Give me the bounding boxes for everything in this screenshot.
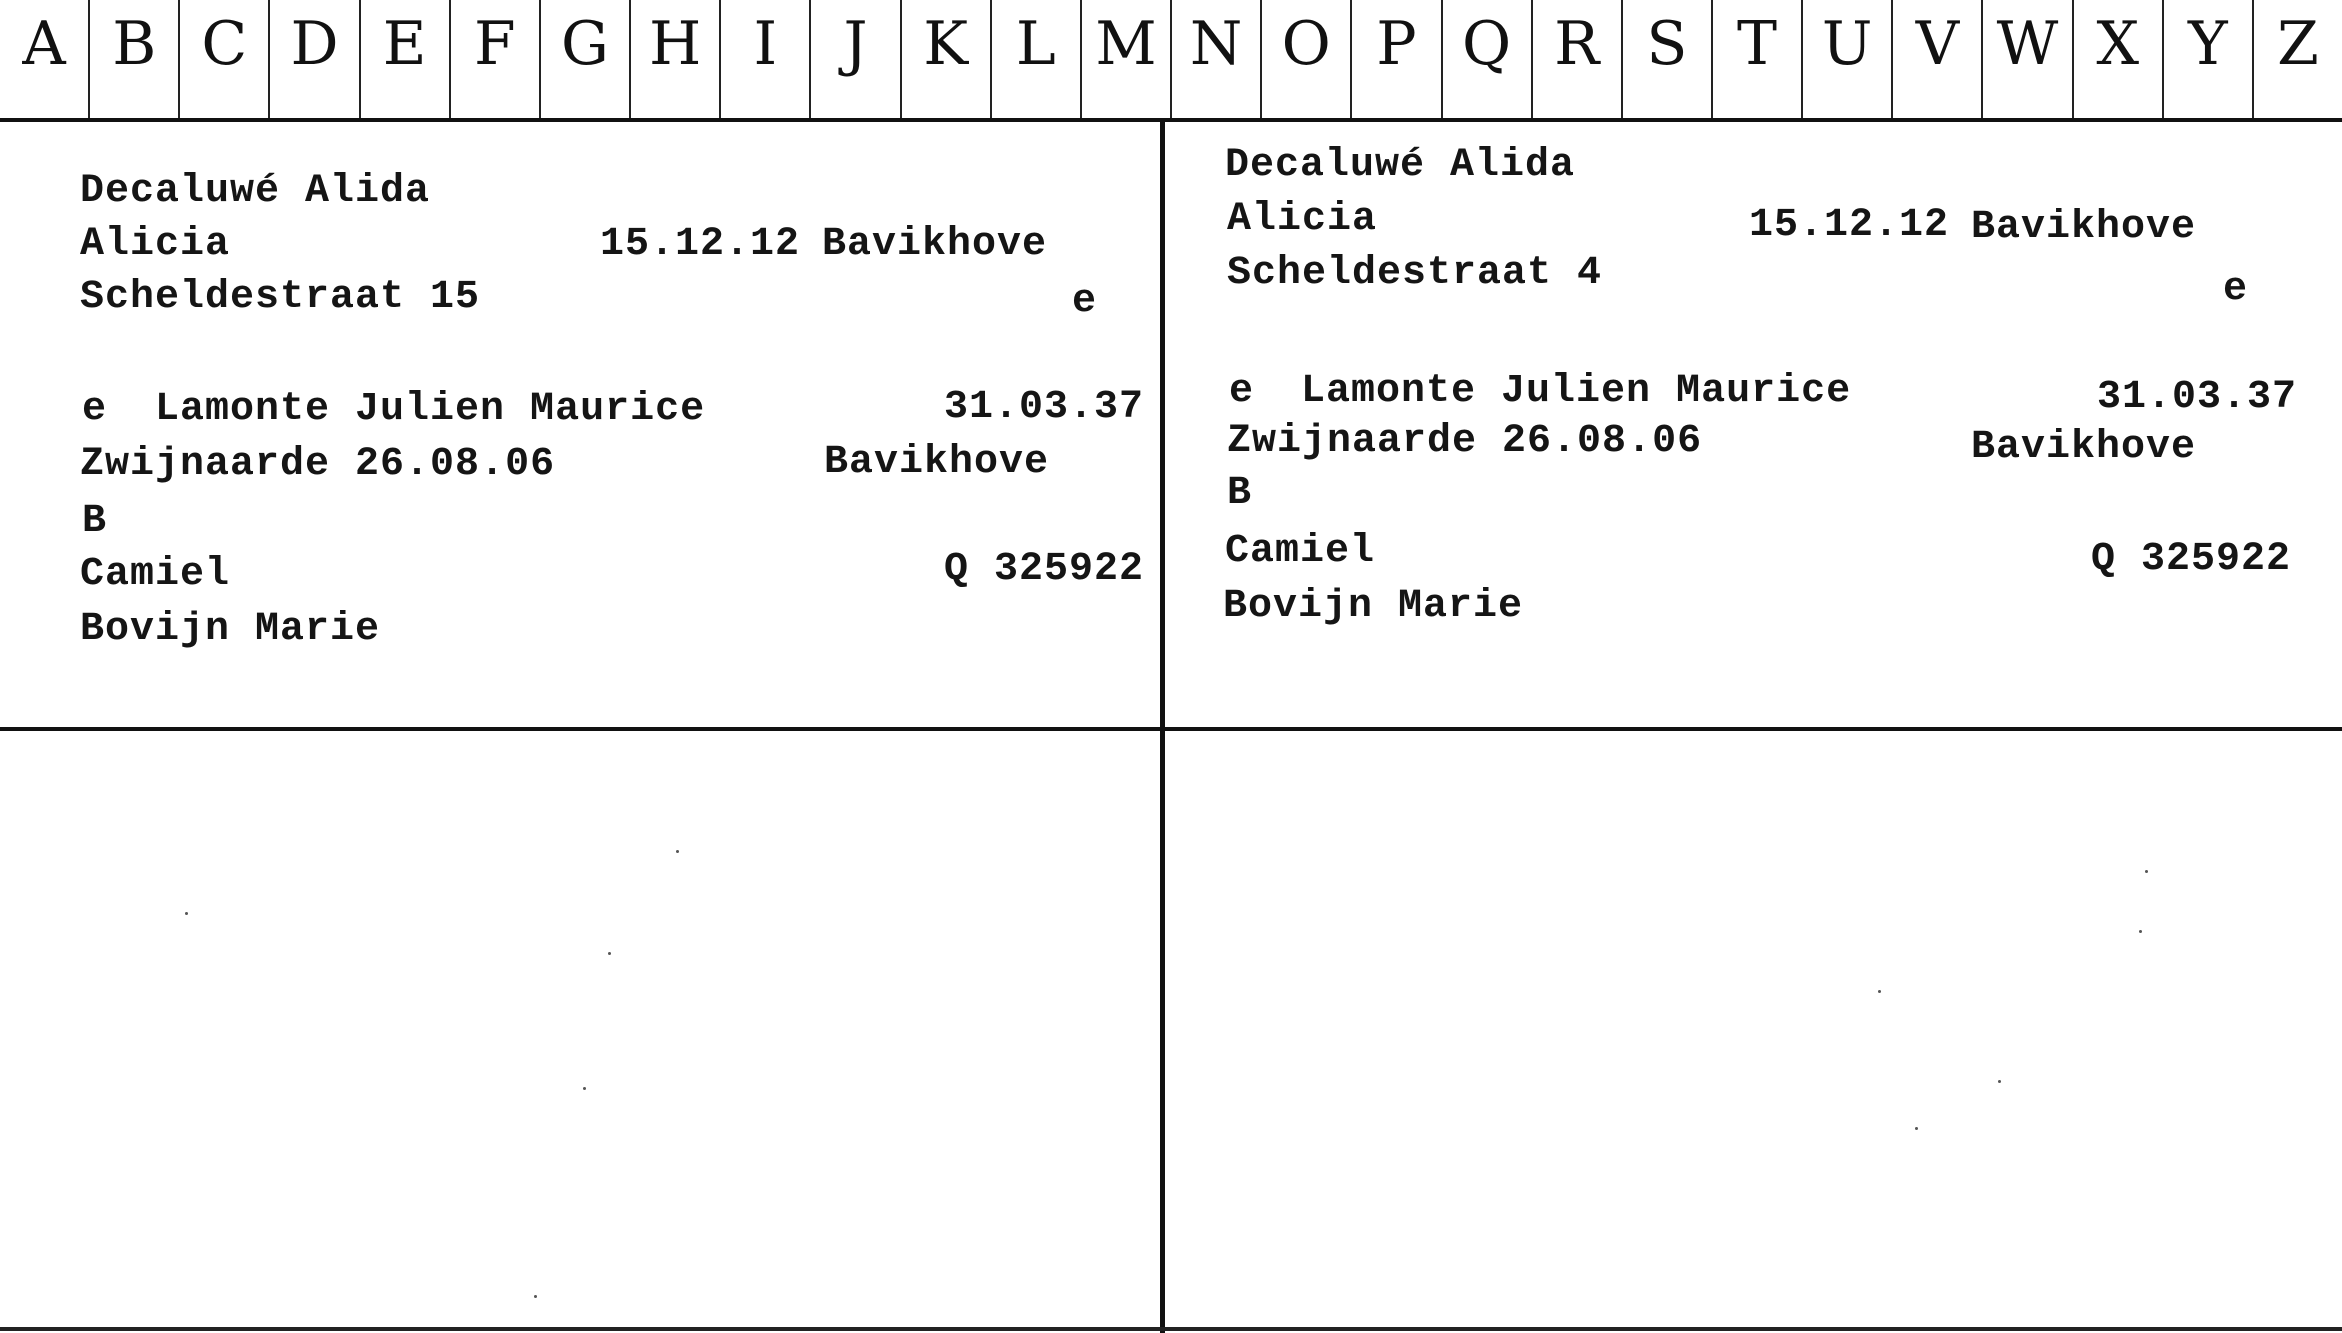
- alphabet-index: [0, 0, 2342, 122]
- card-firstname: Alicia: [80, 222, 231, 267]
- card-mother: Bovijn Marie: [1223, 584, 1524, 629]
- index-letter-y: Y: [2164, 0, 2254, 118]
- index-letter-c: C: [180, 0, 270, 118]
- card-spouse-prefix: e: [1229, 369, 1255, 414]
- scan-speck: [676, 850, 679, 853]
- index-letter-w: W: [1983, 0, 2073, 118]
- card-reference: Q 325922: [2091, 537, 2292, 582]
- scan-speck: [608, 952, 611, 955]
- record-card-right: [1165, 122, 2342, 727]
- index-letter-j: J: [811, 0, 901, 118]
- index-letter-g: G: [541, 0, 631, 118]
- card-spouse-name: Lamonte Julien Maurice: [1301, 369, 1852, 414]
- card-code: B: [82, 499, 108, 544]
- scan-speck: [1878, 990, 1881, 993]
- card-birth-date: 15.12.12: [1749, 203, 1950, 248]
- index-letter-s: S: [1623, 0, 1713, 118]
- card-marriage-date: 31.03.37: [2097, 375, 2298, 420]
- card-status-mark: e: [2223, 267, 2249, 312]
- card-address: Scheldestraat 4: [1227, 251, 1603, 296]
- card-code: B: [1227, 471, 1253, 516]
- record-card-left: [0, 122, 1160, 727]
- index-letter-m: M: [1082, 0, 1172, 118]
- index-letter-b: B: [90, 0, 180, 118]
- card-birth-place: Bavikhove: [1971, 205, 2197, 250]
- index-letter-e: E: [361, 0, 451, 118]
- index-letter-p: P: [1352, 0, 1442, 118]
- card-firstname: Alicia: [1227, 197, 1378, 242]
- card-birth-date: 15.12.12: [600, 222, 801, 267]
- scan-speck: [1915, 1127, 1918, 1130]
- index-letter-h: H: [631, 0, 721, 118]
- card-marriage-date: 31.03.37: [944, 385, 1145, 430]
- scan-speck: [583, 1087, 586, 1090]
- index-letter-l: L: [992, 0, 1082, 118]
- empty-card-left: [0, 731, 1160, 1327]
- index-letter-v: V: [1893, 0, 1983, 118]
- index-letter-a: A: [0, 0, 90, 118]
- card-father: Camiel: [80, 552, 231, 597]
- index-letter-n: N: [1172, 0, 1262, 118]
- card-father: Camiel: [1225, 529, 1376, 574]
- card-status-mark: e: [1072, 279, 1098, 324]
- index-letter-q: Q: [1443, 0, 1533, 118]
- scan-speck: [2139, 930, 2142, 933]
- card-name: Decaluwé Alida: [1225, 143, 1576, 188]
- card-spouse-birth: Zwijnaarde 26.08.06: [80, 442, 556, 487]
- card-marriage-place: Bavikhove: [824, 440, 1050, 485]
- card-marriage-place: Bavikhove: [1971, 425, 2197, 470]
- index-letter-r: R: [1533, 0, 1623, 118]
- card-spouse-birth: Zwijnaarde 26.08.06: [1227, 419, 1703, 464]
- card-mother: Bovijn Marie: [80, 607, 381, 652]
- index-letter-x: X: [2074, 0, 2164, 118]
- empty-card-right: [1165, 731, 2342, 1327]
- card-birth-place: Bavikhove: [822, 222, 1048, 267]
- index-letter-d: D: [270, 0, 360, 118]
- index-letter-u: U: [1803, 0, 1893, 118]
- index-letter-z: Z: [2277, 9, 2319, 79]
- scan-speck: [185, 912, 188, 915]
- scan-speck: [534, 1295, 537, 1298]
- scan-speck: [2145, 870, 2148, 873]
- index-letter-i: I: [721, 0, 811, 118]
- index-letter-o: O: [1262, 0, 1352, 118]
- index-letter-f: F: [451, 0, 541, 118]
- card-spouse-prefix: e: [82, 387, 108, 432]
- scan-speck: [1998, 1080, 2001, 1083]
- index-letter-k: K: [902, 0, 992, 118]
- index-letter-t: T: [1713, 0, 1803, 118]
- card-spouse-name: Lamonte Julien Maurice: [155, 387, 706, 432]
- card-reference: Q 325922: [944, 547, 1145, 592]
- card-divider-bottom: [0, 1327, 2342, 1331]
- card-name: Decaluwé Alida: [80, 169, 431, 214]
- card-address: Scheldestraat 15: [80, 275, 481, 320]
